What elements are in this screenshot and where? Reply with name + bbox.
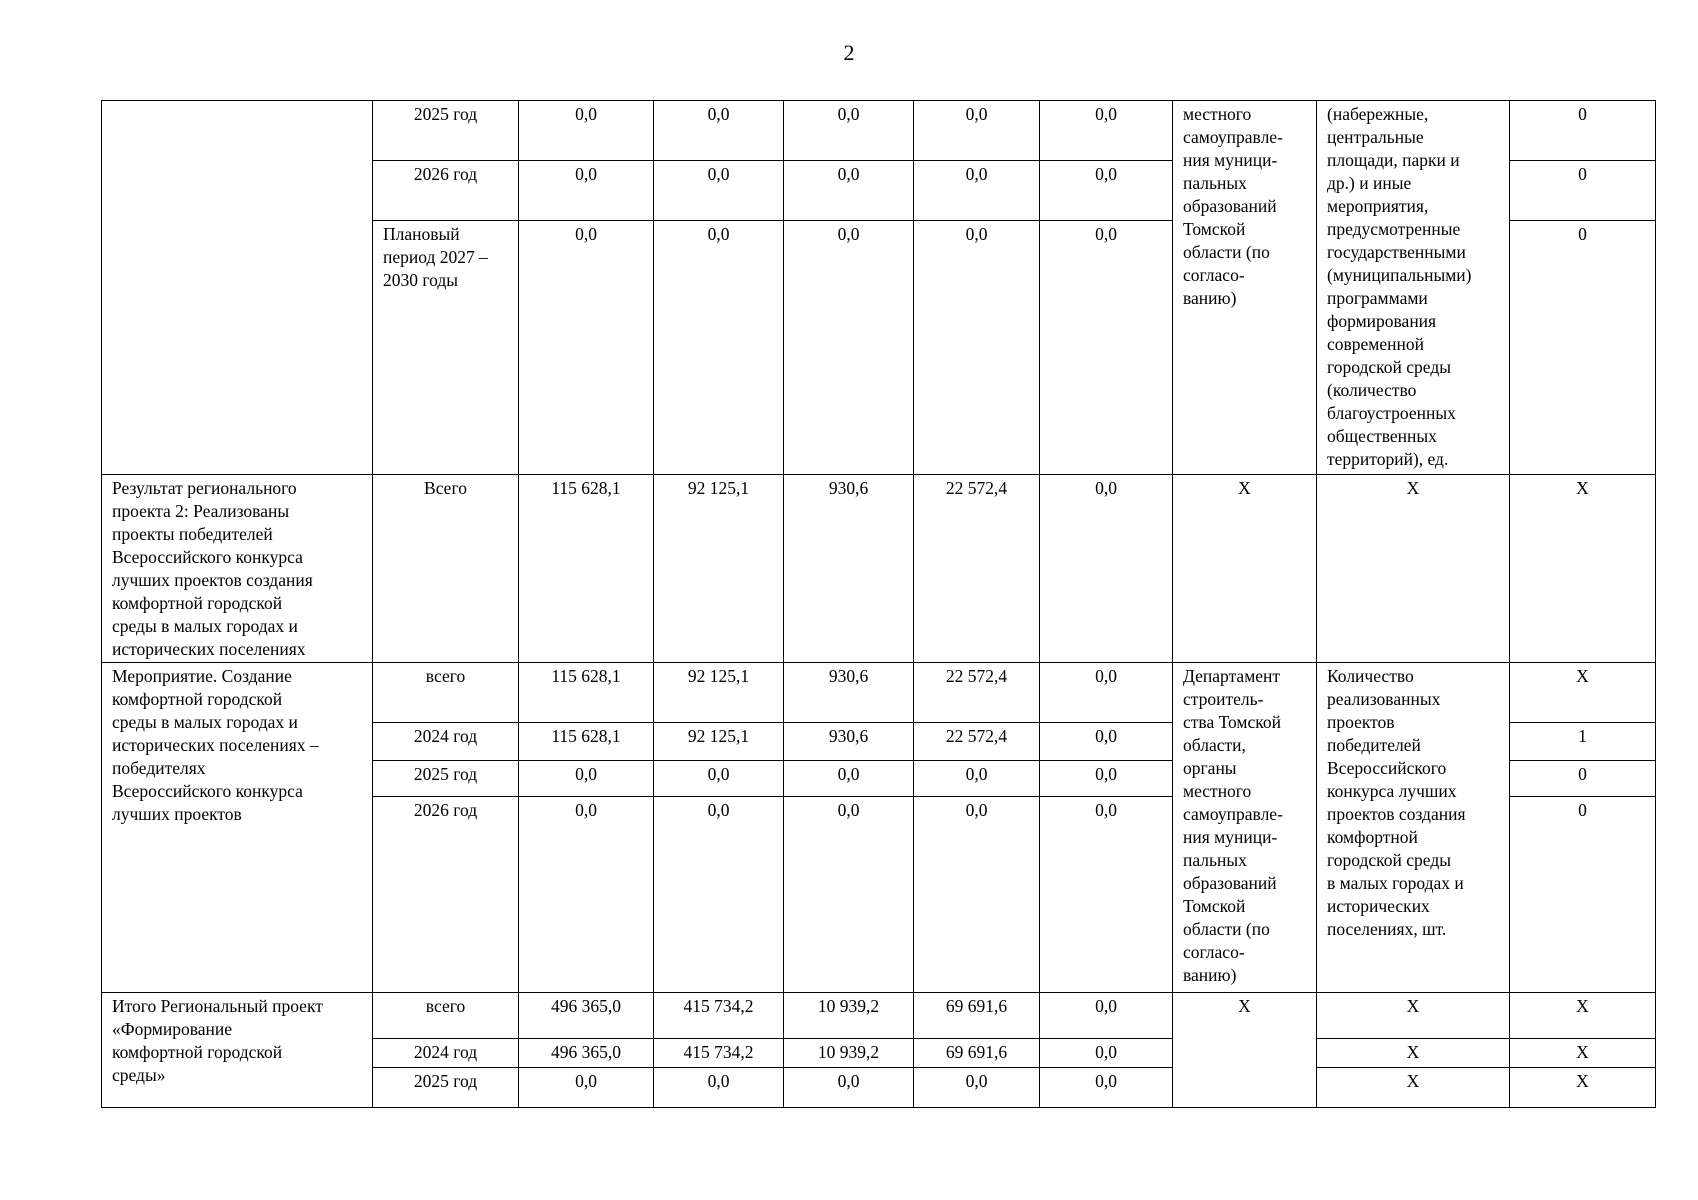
target-value-cell: 0: [1510, 161, 1656, 221]
value-local-cell: 0,0: [914, 161, 1040, 221]
responsible-org-cell: X: [1173, 475, 1317, 663]
value-other-cell: 0,0: [1040, 993, 1173, 1039]
period-cell: 2024 год: [373, 723, 519, 761]
value-federal-cell: 0,0: [654, 221, 784, 475]
value-other-cell: 0,0: [1040, 1068, 1173, 1108]
value-local-cell: 22 572,4: [914, 663, 1040, 723]
value-total-cell: 115 628,1: [519, 663, 654, 723]
period-cell: всего: [373, 993, 519, 1039]
budget-table: [101, 100, 1656, 1108]
indicator-cell: X: [1317, 1039, 1510, 1068]
value-federal-cell: 0,0: [654, 1068, 784, 1108]
target-value-cell: X: [1510, 475, 1656, 663]
value-regional-cell: 930,6: [784, 663, 914, 723]
period-cell: всего: [373, 663, 519, 723]
value-local-cell: 0,0: [914, 101, 1040, 161]
value-federal-cell: 0,0: [654, 761, 784, 797]
value-total-cell: 496 365,0: [519, 993, 654, 1039]
result-name-cell: Результат регионального проекта 2: Реализованы проекты победителей Всероссийского конкурса лучших проектов создания комфортной городской среды в малых городах и исторических поселениях: [102, 475, 373, 663]
value-total-cell: 0,0: [519, 221, 654, 475]
value-total-cell: 0,0: [519, 101, 654, 161]
value-regional-cell: 0,0: [784, 1068, 914, 1108]
target-value-cell: X: [1510, 1039, 1656, 1068]
value-other-cell: 0,0: [1040, 761, 1173, 797]
value-total-cell: 0,0: [519, 161, 654, 221]
value-total-cell: 0,0: [519, 797, 654, 993]
value-federal-cell: 0,0: [654, 101, 784, 161]
indicator-cell: X: [1317, 1068, 1510, 1108]
value-federal-cell: 415 734,2: [654, 993, 784, 1039]
indicator-cell: X: [1317, 993, 1510, 1039]
total-name-cell: Итого Региональный проект «Формирование комфортной городской среды»: [102, 993, 373, 1108]
value-other-cell: 0,0: [1040, 797, 1173, 993]
indicator-cell: (набережные, центральные площади, парки и др.) и иные мероприятия, предусмотренные государственными (муниципальными) программами формирования современной городской среды (количество благоустроенных общественных территорий), ед.: [1317, 101, 1510, 475]
value-regional-cell: 10 939,2: [784, 1039, 914, 1068]
value-regional-cell: 930,6: [784, 723, 914, 761]
table-row: [102, 993, 1656, 1039]
target-value-cell: 0: [1510, 101, 1656, 161]
page-number: 2: [843, 40, 855, 65]
period-cell: 2026 год: [373, 797, 519, 993]
period-cell: 2025 год: [373, 761, 519, 797]
period-cell: 2025 год: [373, 1068, 519, 1108]
target-value-cell: X: [1510, 993, 1656, 1039]
value-local-cell: 22 572,4: [914, 475, 1040, 663]
table-row: [102, 475, 1656, 663]
target-value-cell: X: [1510, 1068, 1656, 1108]
target-value-cell: 0: [1510, 797, 1656, 993]
responsible-org-cell: местного самоуправле- ния муници- пальных образований Томской области (по согласо- ванию): [1173, 101, 1317, 475]
value-other-cell: 0,0: [1040, 663, 1173, 723]
value-local-cell: 69 691,6: [914, 1039, 1040, 1068]
target-value-cell: 0: [1510, 221, 1656, 475]
value-federal-cell: 92 125,1: [654, 663, 784, 723]
value-federal-cell: 0,0: [654, 797, 784, 993]
value-local-cell: 0,0: [914, 1068, 1040, 1108]
name-cell-empty: [102, 101, 373, 475]
measure-name-cell: Мероприятие. Создание комфортной городской среды в малых городах и исторических поселениях – победителях Всероссийского конкурса лучших проектов: [102, 663, 373, 993]
value-other-cell: 0,0: [1040, 161, 1173, 221]
value-federal-cell: 92 125,1: [654, 475, 784, 663]
value-regional-cell: 10 939,2: [784, 993, 914, 1039]
responsible-org-cell: Департамент строитель- ства Томской области, органы местного самоуправле- ния муници- пальных образований Томской области (по согласо- ванию): [1173, 663, 1317, 993]
value-regional-cell: 0,0: [784, 797, 914, 993]
target-value-cell: X: [1510, 663, 1656, 723]
value-federal-cell: 92 125,1: [654, 723, 784, 761]
value-regional-cell: 0,0: [784, 761, 914, 797]
value-federal-cell: 415 734,2: [654, 1039, 784, 1068]
value-total-cell: 0,0: [519, 761, 654, 797]
value-other-cell: 0,0: [1040, 475, 1173, 663]
table-row: [102, 663, 1656, 723]
value-regional-cell: 930,6: [784, 475, 914, 663]
value-local-cell: 0,0: [914, 797, 1040, 993]
target-value-cell: 1: [1510, 723, 1656, 761]
indicator-cell: Количество реализованных проектов победителей Всероссийского конкурса лучших проектов создания комфортной городской среды в малых городах и исторических поселениях, шт.: [1317, 663, 1510, 993]
value-other-cell: 0,0: [1040, 1039, 1173, 1068]
value-federal-cell: 0,0: [654, 161, 784, 221]
period-cell: 2024 год: [373, 1039, 519, 1068]
table-row: [102, 101, 1656, 161]
indicator-cell: X: [1317, 475, 1510, 663]
value-regional-cell: 0,0: [784, 161, 914, 221]
value-total-cell: 115 628,1: [519, 723, 654, 761]
value-total-cell: 496 365,0: [519, 1039, 654, 1068]
value-other-cell: 0,0: [1040, 101, 1173, 161]
value-local-cell: 0,0: [914, 761, 1040, 797]
value-other-cell: 0,0: [1040, 723, 1173, 761]
value-total-cell: 0,0: [519, 1068, 654, 1108]
responsible-org-cell: X: [1173, 993, 1317, 1108]
value-total-cell: 115 628,1: [519, 475, 654, 663]
period-cell: 2025 год: [373, 101, 519, 161]
value-local-cell: 22 572,4: [914, 723, 1040, 761]
period-cell: Плановый период 2027 – 2030 годы: [373, 221, 519, 475]
target-value-cell: 0: [1510, 761, 1656, 797]
period-cell: 2026 год: [373, 161, 519, 221]
value-regional-cell: 0,0: [784, 101, 914, 161]
period-cell: Всего: [373, 475, 519, 663]
value-other-cell: 0,0: [1040, 221, 1173, 475]
value-local-cell: 69 691,6: [914, 993, 1040, 1039]
value-regional-cell: 0,0: [784, 221, 914, 475]
value-local-cell: 0,0: [914, 221, 1040, 475]
